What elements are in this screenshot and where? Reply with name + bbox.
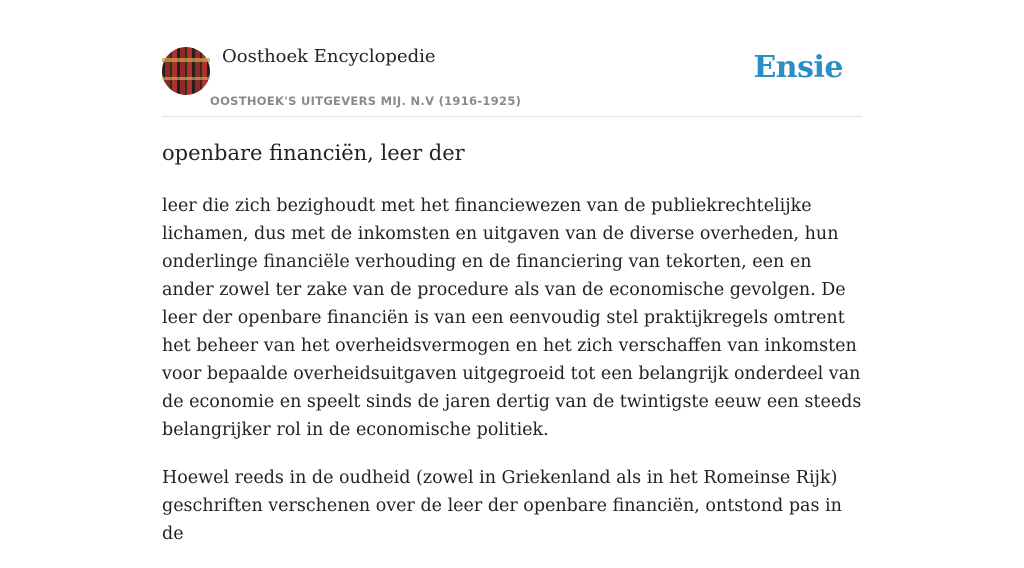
body-paragraph: leer die zich bezighoudt met het financiewezen van de publiekrechtelijke lichamen, dus met de inkomsten en uitgaven van de diverse overheden, hun onderlinge financiële verhouding en de financiering van tekorten, een en ander zowel ter zake van de procedure als van de economische gevolgen. De leer der openbare financiën is van een eenvoudig stel praktijkregels omtrent het beheer van het overheidsvermogen en het zich verschaffen van inkomsten voor bepaalde overheidsuitgaven uitgegroeid tot een belangrijk onderdeel van de economie en speelt sinds de jaren dertig van de twintigste eeuw een steeds belangrijker rol in de economische politiek.	[162, 196, 862, 440]
body-paragraph: Hoewel reeds in de oudheid (zowel in Griekenland als in het Romeinse Rijk) geschriften verschenen over de leer der openbare financiën, ontstond pas in de	[162, 468, 842, 544]
ensie-logo-link[interactable]: Ensie	[753, 50, 843, 85]
source-header	[162, 0, 862, 117]
entry-body	[162, 192, 862, 568]
entry-title: openbare financiën, leer der	[162, 141, 465, 165]
content-container	[162, 0, 862, 544]
source-subtitle: OOSTHOEK'S UITGEVERS MIJ. N.V (1916-1925)	[210, 94, 522, 108]
source-title[interactable]: Oosthoek Encyclopedie	[222, 46, 436, 67]
source-avatar[interactable]	[162, 47, 210, 95]
